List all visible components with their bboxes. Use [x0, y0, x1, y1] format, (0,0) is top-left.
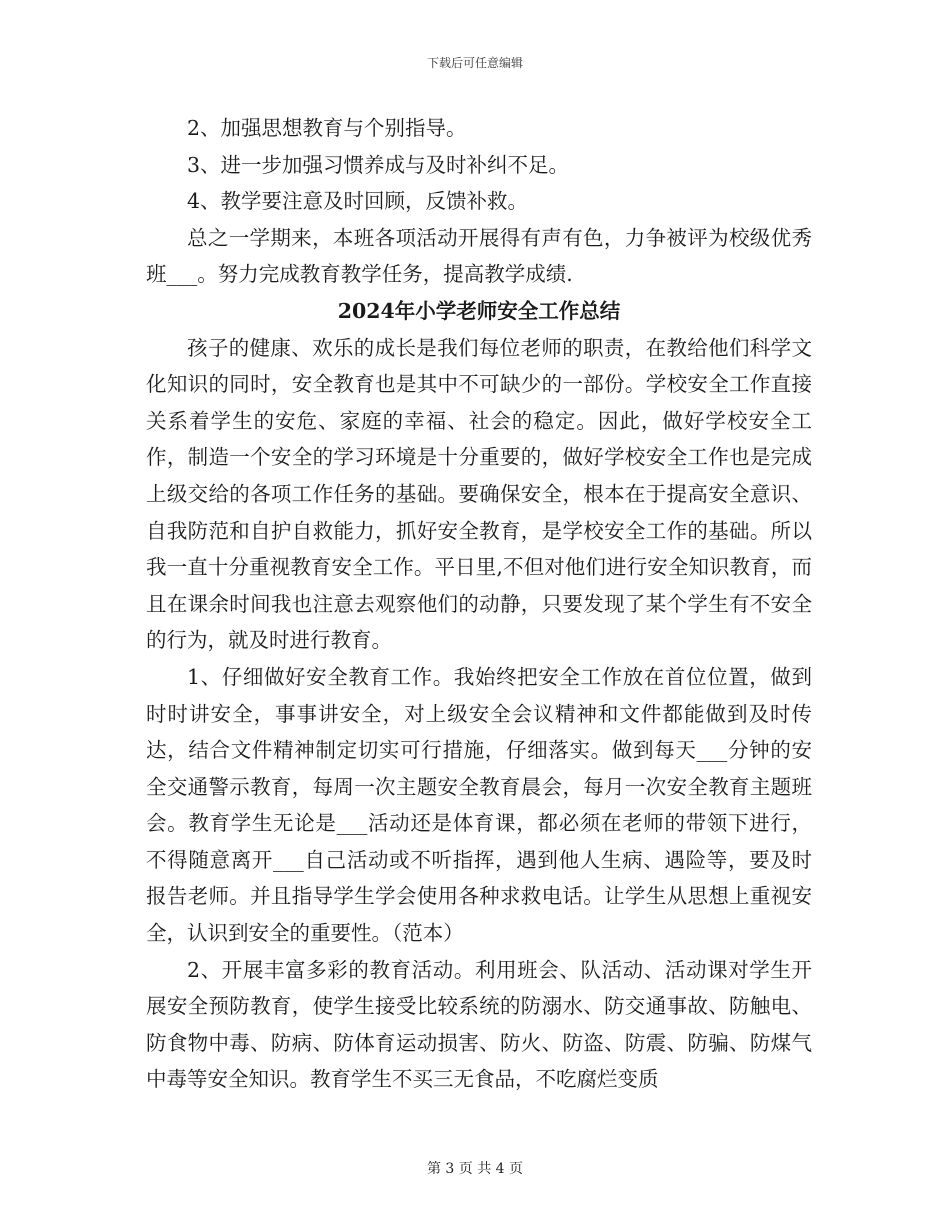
body-paragraph: 孩子的健康、欢乐的成长是我们每位老师的职责，在教给他们科学文化知识的同时，安全教育也是其中不可缺少的一部份。学校安全工作直接关系着学生的安危、家庭的幸福、社会的稳定。因此，做好学校安全工作，制造一个安全的学习环境是十分重要的，做好学校安全工作也是完成上级交给的各项工作任务的基础。要确保安全，根本在于提高安全意识、自我防范和自护自救能力，抓好安全教育，是学校安全工作的基础。所以我一直十分重视教育安全工作。平日里,不但对他们进行安全知识教育，而且在课余时间我也注意去观察他们的动静，只要发现了某个学生有不安全的行为，就及时进行教育。 [146, 335, 812, 653]
header-note: 下载后可任意编辑 [426, 56, 523, 70]
body-paragraph: 2、开展丰富多彩的教育活动。利用班会、队活动、活动课对学生开展安全预防教育，使学生接受比较系统的防溺水、防交通事故、防触电、防食物中毒、防病、防体育运动损害、防火、防盗、防震、防骗、防煤气中毒等安全知识。教育学生不买三无食品，不吃腐烂变质 [146, 957, 812, 1092]
page-number: 第 3 页 共 4 页 [426, 1161, 524, 1177]
list-item: 3、进一步加强习惯养成与及时补纠不足。 [187, 152, 570, 177]
summary-paragraph: 总之一学期来，本班各项活动开展得有声有色，力争被评为校级优秀班___。努力完成教育教学任务，提高教学成绩. [146, 225, 812, 287]
document-body [146, 110, 812, 1098]
list-item: 4、教学要注意及时回顾，反馈补救。 [187, 189, 529, 214]
section-title: 2024年小学老师安全工作总结 [337, 298, 621, 323]
body-paragraph: 1、仔细做好安全教育工作。我始终把安全工作放在首位位置，做到时时讲安全，事事讲安全，对上级安全会议精神和文件都能做到及时传达，结合文件精神制定切实可行措施，仔细落实。做到每天___分钟的安全交通警示教育，每周一次主题安全教育晨会，每月一次安全教育主题班会。教育学生无论是___活动还是体育课，都必须在老师的带领下进行，不得随意离开___自己活动或不听指挥，遇到他人生病、遇险等，要及时报告老师。并且指导学生学会使用各种求救电话。让学生从思想上重视安全，认识到安全的重要性。（范本） [146, 664, 812, 946]
list-item: 2、加强思想教育与个别指导。 [187, 116, 467, 140]
